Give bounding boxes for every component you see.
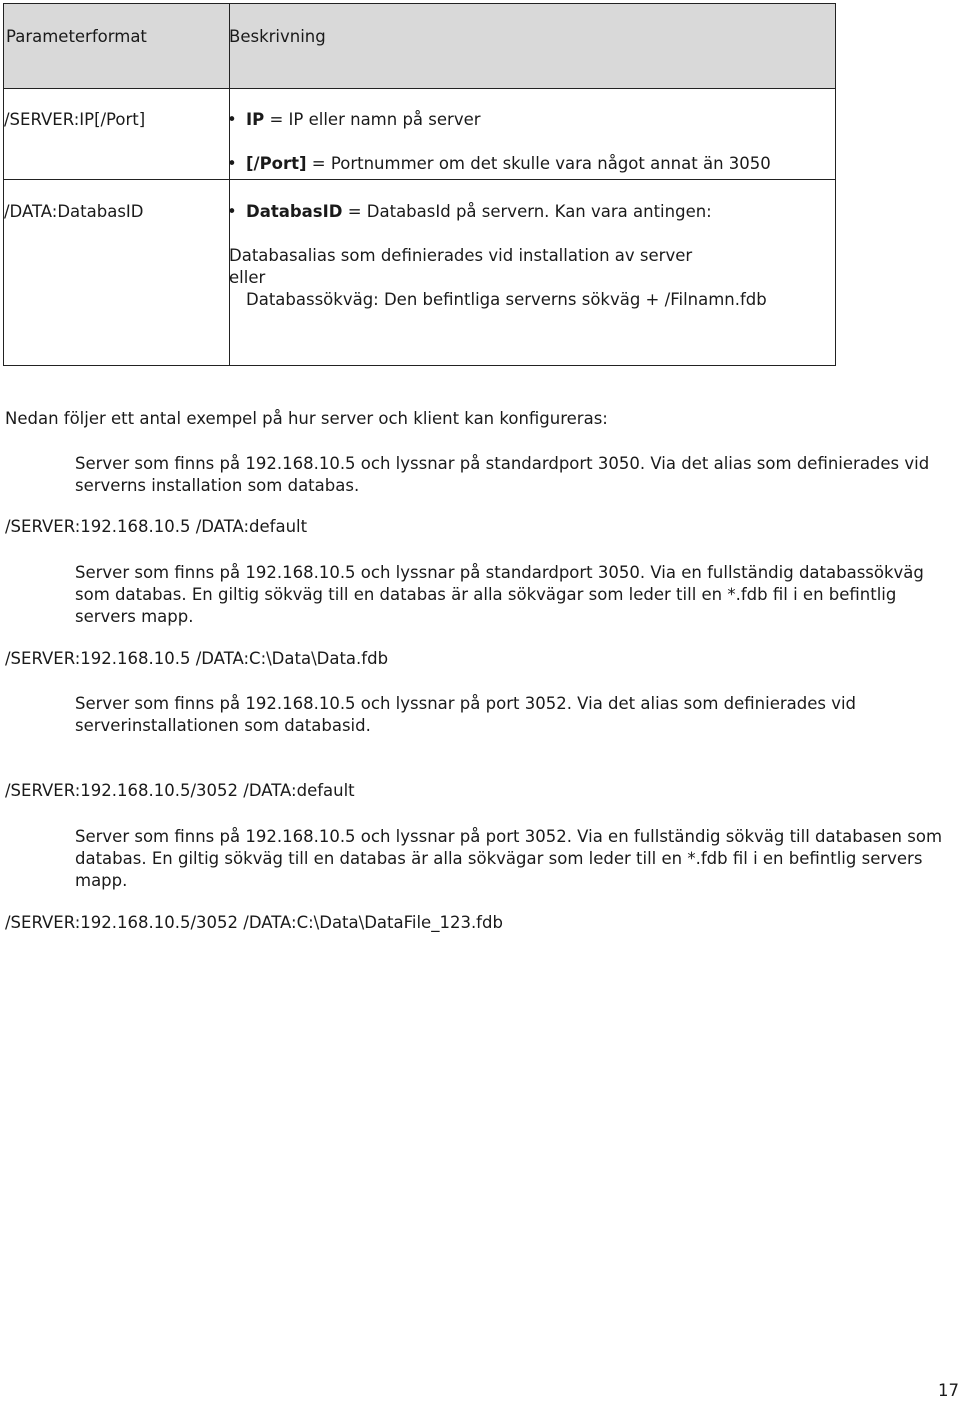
param-data: /DATA:DatabasID <box>4 202 144 221</box>
column-divider <box>229 4 230 365</box>
header-parameterformat: Parameterformat <box>6 27 147 46</box>
example-1-command: /SERVER:192.168.10.5 /DATA:default <box>5 517 308 536</box>
table-header-row <box>4 4 835 89</box>
example-4-command: /SERVER:192.168.10.5/3052 /DATA:C:\Data\DataFile_123.fdb <box>5 913 503 932</box>
bullet-port <box>227 154 771 173</box>
bullet-key: DatabasID <box>246 202 343 221</box>
example-4-description: Server som finns på 192.168.10.5 och lyssnar på port 3052. Via en fullständig sökväg till databasen som databas. En giltig sökväg till en databas är alla sökvägar som leder till en *.fdb fil i en befintlig servers mapp. <box>75 827 943 890</box>
bullet-text: = DatabasId på servern. Kan vara antingen: <box>342 202 712 221</box>
param-server: /SERVER:IP[/Port] <box>4 110 146 129</box>
example-3-command: /SERVER:192.168.10.5/3052 /DATA:default <box>5 781 355 800</box>
option-or: eller <box>229 268 266 287</box>
bullet-icon: • <box>227 110 237 129</box>
bullet-key: IP <box>246 110 265 129</box>
example-2-description: Server som finns på 192.168.10.5 och lyssnar på standardport 3050. Via en fullständig databassökväg som databas. En giltig sökväg till en databas är alla sökvägar som leder till en *.fdb fil i en befintlig servers mapp. <box>75 563 924 626</box>
example-1-description: Server som finns på 192.168.10.5 och lyssnar på standardport 3050. Via det alias som definierades vid serverns installation som databas. <box>75 454 930 495</box>
bullet-icon: • <box>227 202 237 221</box>
example-3-description: Server som finns på 192.168.10.5 och lyssnar på port 3052. Via det alias som definierades vid serverinstallationen som databasid. <box>75 694 857 735</box>
bullet-ip <box>227 110 481 129</box>
example-2-command: /SERVER:192.168.10.5 /DATA:C:\Data\Data.fdb <box>5 649 389 668</box>
parameter-table <box>3 3 836 366</box>
row-divider <box>4 179 835 180</box>
bullet-icon: • <box>227 154 237 173</box>
option-alias: Databasalias som definierades vid installation av server <box>229 246 693 265</box>
bullet-key: [/Port] <box>246 154 307 173</box>
intro-text: Nedan följer ett antal exempel på hur server och klient kan konfigureras: <box>5 409 608 428</box>
option-path: Databassökväg: Den befintliga serverns sökväg + /Filnamn.fdb <box>246 290 767 309</box>
header-beskrivning: Beskrivning <box>229 27 326 46</box>
bullet-text: = Portnummer om det skulle vara något annat än 3050 <box>306 154 771 173</box>
bullet-text: = IP eller namn på server <box>264 110 481 129</box>
bullet-databasid <box>227 202 712 221</box>
page-number: 17 <box>938 1381 959 1400</box>
